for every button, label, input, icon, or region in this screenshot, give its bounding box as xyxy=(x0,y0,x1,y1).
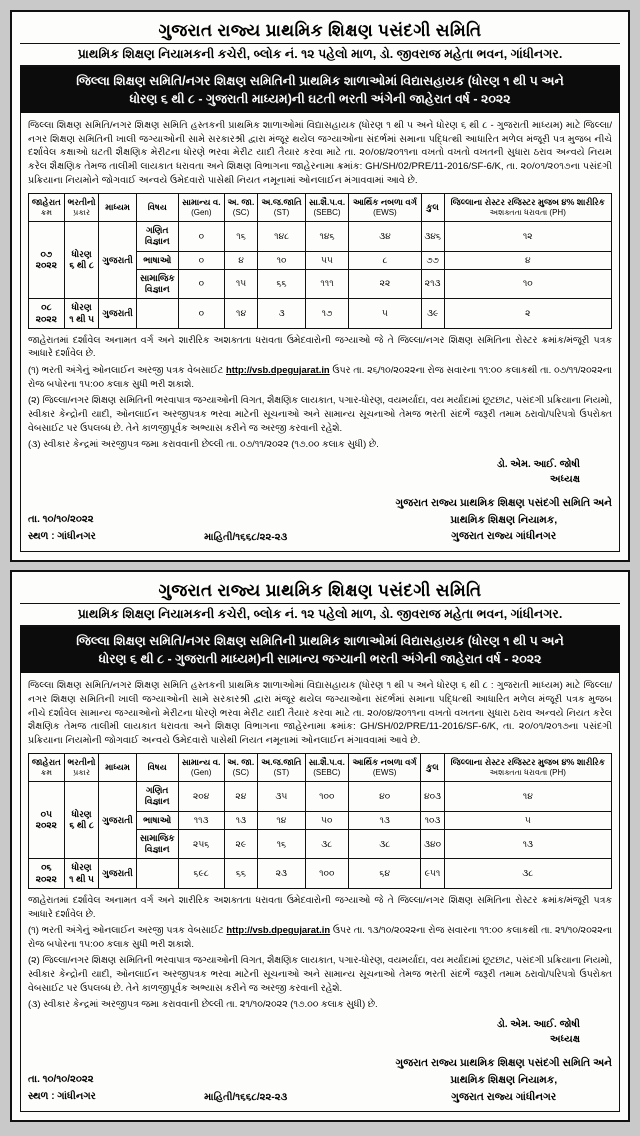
vacancy-table-body-1 xyxy=(29,222,612,329)
cell-sebc: ૩૮ xyxy=(305,829,348,859)
cell-subject: ભાષાઓ xyxy=(136,251,178,269)
cell-st: ૧૦ xyxy=(258,251,306,269)
footer-right-line-1c: ગુજરાત રાજ્ય ગાંધીનગર xyxy=(451,530,557,543)
cell-total: ૪૦૩ xyxy=(421,782,444,812)
banner-line-1a: જિલ્લા શિક્ષણ સમિતિ/નગર શિક્ષણ સમિતિની પ્રાથમિક શાળાઓમાં વિદ્યાસહાયક (ધોરણ ૧ થી ૫ અને xyxy=(76,74,564,88)
col-ph: જિલ્લાના રોસ્ટર રજિસ્ટર મુજબ ૪% શારીરિક અશક્તતા ધરાવતા (PH) xyxy=(444,194,612,222)
cell-total: ૩૪૦ xyxy=(421,829,444,859)
cell-gen: ૧૧૩ xyxy=(178,811,224,829)
table-row xyxy=(29,222,612,252)
col-gen: સામાન્ય વ. (Gen) xyxy=(178,754,224,782)
table-row xyxy=(29,859,612,889)
cell-total: ૧૦૩ xyxy=(421,811,444,829)
signature-block-2 xyxy=(28,1017,612,1047)
cell-ews: ૨૨ xyxy=(349,269,422,299)
cell-ph: ૩૮ xyxy=(444,859,611,889)
col-medium: માધ્યમ xyxy=(99,194,136,222)
note-1-2: (૨) જિલ્લા/નગર શિક્ષણ સમિતિની ભરવાપાત્ર જગ્યાઓની વિગત, શૈક્ષણિક લાયકાત, પગાર-ધોરણ, વયમર્યાદા, વય મર્યાદામાં છૂટછાટ, પસંદગી પ્રક્રિયાના નિયમો, સ્વીકાર કેન્દ્રોની યાદી, ઓનલાઈન અરજીપત્રક ભરવા માટેની સૂચનાઓ અને સામાન્ય સૂચનાઓ તેમજ ભરતી સંદર્ભે જરૂરી તમામ ઠરાવો/પરિપત્રો ઉપરોક્ત વેબસાઈટ પર ઉપલબ્ધ છે. તેને કાળજીપૂર્વક અભ્યાસ કરીને જ અરજી કરવાની રહેશે. xyxy=(28,394,612,433)
footer-right-line-1b: પ્રાથમિક શિક્ષણ નિયામક, xyxy=(450,513,558,526)
col-sebc: સા.શૈ.પ.વ. (SEBC) xyxy=(305,194,348,222)
cell-sc: ૧૩ xyxy=(224,811,257,829)
cell-total: ૩૯ xyxy=(421,299,444,329)
cell-total: ૨૧૩ xyxy=(421,269,444,299)
col-adv-no: જાહેરાત ક્રમ xyxy=(29,754,65,782)
cell-type: ધોરણ ૧ થી ૫ xyxy=(64,859,99,889)
intro-paragraph-2: જિલ્લા શિક્ષણ સમિતિ/નગર શિક્ષણ સમિતિ હસ્તકની પ્રાથમિક શાળાઓમાં વિદ્યાસહાયક (ધોરણ ૧ થી ૫ અને ધોરણ ૬ થી ૮ : ગુજરાતી માધ્યમ) માટે જિલ્લા/નગર શિક્ષણ સમિતિની ખાલી જગ્યાઓની સામે સરકારશ્રી દ્વારા મંજૂર થયેલ જગ્યાઓના સંદર્ભમાં સમાના પદ્ધિત્થી આધારિત મળેલ મંજૂરી પત્રક મુજબ નીચે દર્શાવેલ સામાન્ય જગ્યાઓનો મેરીટના ધોરણે ભરવા મેરીટ યાદી તૈયાર કરવા માટે તા. ૨૦/૦૪/૨૦૧૧ના વખતો વખતના સુધારા ઠરાવ અન્વયે નિયત કરેલ શૈક્ષણિક તેમજ તાલીમી લાયકાત ધરાવતા અને શિક્ષણ વિભાગના જાહેરનામા ક્રમાંક: GH/SH/02/PRE/11-2016/SF-6/K, તા. ૨૦/૦૧/૨૦૧૭ના પસંદગી પ્રક્રિયાના નિયમોની જોગવાઈ અન્વયે ઉમેદવારો પાસેથી નિયત નમૂનામાં ઓનલાઈન મંગાવવામાં આવે છે. xyxy=(28,680,612,746)
col-subject: વિષય xyxy=(136,194,178,222)
footer-left-2 xyxy=(28,1071,96,1105)
cell-medium: ગુજરાતી xyxy=(99,859,136,889)
note-1-3: (૩) સ્વીકાર કેન્દ્રમાં અરજીપત્ર જમા કરાવવાની છેલ્લી તા. ૦૭/૧૧/૨૦૨૨ (૧૭.૦૦ કલાક સુધી) છે. xyxy=(28,438,379,450)
cell-sc: ૨૪ xyxy=(224,782,257,812)
cell-ph: ૧૪ xyxy=(444,782,611,812)
footer-right-1 xyxy=(396,495,612,545)
cell-sebc: ૧૪૬ xyxy=(305,222,348,252)
cell-sebc: ૧૦૦ xyxy=(305,859,348,889)
cell-ews: ૩૪ xyxy=(349,222,422,252)
cell-medium: ગુજરાતી xyxy=(99,299,136,329)
vacancy-table-body-2 xyxy=(29,782,612,889)
table-header-row xyxy=(29,754,612,782)
cell-sebc: ૧૦૦ xyxy=(305,782,348,812)
col-type: ભરતીનો પ્રકાર xyxy=(64,194,99,222)
cell-gen: ૦ xyxy=(178,299,224,329)
signatory-designation-1: અધ્યક્ષ xyxy=(550,473,580,485)
table-footnote-2 xyxy=(28,893,612,1011)
cell-type: ધોરણ ૬ થી ૮ xyxy=(64,222,99,299)
col-ph: જિલ્લાના રોસ્ટર રજિસ્ટર મુજબ ૪% શારીરિક અશક્તતા ધરાવતા (PH) xyxy=(444,754,611,782)
cell-gen: ૬૯૮ xyxy=(178,859,224,889)
cell-st: ૧૪ xyxy=(258,811,306,829)
vacancy-table-2 xyxy=(28,753,612,888)
cell-gen: ૨૦૪ xyxy=(178,782,224,812)
cell-ph: ૧૦ xyxy=(444,269,612,299)
col-total: કુલ xyxy=(421,194,444,222)
cell-gen: ૨૫૬ xyxy=(178,829,224,859)
cell-st: ૬૬ xyxy=(258,269,306,299)
advertisement-banner-2 xyxy=(20,627,620,673)
cell-type: ધોરણ ૬ થી ૮ xyxy=(64,782,99,859)
advertisement-banner-1 xyxy=(20,67,620,113)
banner-line-2b: ધોરણ ૬ થી ૮ - ગુજરાતી માધ્યમ)ની સામાન્ય જગ્યાની ભરતી અંગેની જાહેરાત વર્ષ - ૨૦૨૨ xyxy=(98,652,542,667)
table-row xyxy=(29,782,612,812)
signatory-name-1: ડો. એમ. આઈ. જોષી xyxy=(496,458,580,470)
cell-sc: ૧૪ xyxy=(224,299,258,329)
col-medium: માધ્યમ xyxy=(99,754,136,782)
cell-gen: ૦ xyxy=(178,251,224,269)
footer-info-code-2: માહિતી/૧૬૬૮/૨૨-૨૩ xyxy=(204,1092,288,1104)
table-header-row xyxy=(29,194,612,222)
application-url[interactable]: http://vsb.dpegujarat.in xyxy=(226,924,331,936)
cell-adv-no: ૦૭ ૨૦૨૨ xyxy=(29,222,65,299)
vacancy-table-head-1 xyxy=(29,194,612,222)
note-1-1: (૧) ભરતી અંગેનું ઓનલાઈન અરજી પત્રક વેબસાઈટ http://vsb.dpegujarat.in ઉપર તા. ૨૬/૧૦/૨૦૨૨ના રોજ સવારના ૧૧:૦૦ કલાકથી તા. ૦૭/૧૧/૨૦૨૨ના રોજ બપોરના ૧૫:૦૦ કલાક સુધી ભરી શકાશે. xyxy=(28,364,612,389)
cell-total: ૭૭ xyxy=(421,251,444,269)
footer-place-2: સ્થળ : ગાંધીનગર xyxy=(28,1091,96,1103)
col-gen: સામાન્ય વ. (Gen) xyxy=(178,194,224,222)
cell-adv-no: ૦૫ ૨૦૨૨ xyxy=(29,782,65,859)
cell-st: ૧૪૮ xyxy=(258,222,306,252)
col-sc: અ. જા. (SC) xyxy=(224,754,257,782)
cell-subject: ભાષાઓ xyxy=(136,811,178,829)
col-adv-no: જાહેરાત ક્રમ xyxy=(29,194,65,222)
cell-sebc: ૫૦ xyxy=(305,811,348,829)
col-ews: આર્થિક નબળા વર્ગ (EWS) xyxy=(348,754,421,782)
reservation-note-1: જાહેરાતમાં દર્શાવેલ અનામત વર્ગ અને શારીરિક અશક્તતા ધરાવતા ઉમેદવારોની જગ્યાઓ જે તે જિલ્લા/નગર શિક્ષણ સમિતિના રોસ્ટર ક્રમાંક/મંજૂરી પત્રક આધારે દર્શાવેલ છે. xyxy=(28,333,612,359)
footer-date-2: તા. ૧૦/૧૦/૨૦૨૨ xyxy=(28,1074,94,1086)
footer-right-line-2a: ગુજરાત રાજ્ય પ્રાથમિક શિક્ષણ પસંદગી સમિતિ અને xyxy=(395,1056,612,1069)
intro-paragraph-1: જિલ્લા શિક્ષણ સમિતિ/નગર શિક્ષણ સમિતિ હસ્તકની પ્રાથમિક શાળાઓમાં વિદ્યાસહાયક (ધોરણ ૧ થી ૫ અને ધોરણ ૬ થી ૮ - ગુજરાતી માધ્યમ) માટે જિલ્લા/નગર શિક્ષણ સમિતિની ખાલી જગ્યાઓની સામે સરકારશ્રી દ્વારા મંજૂર થયેલ જગ્યાઓના સંદર્ભમાં સમાના પદ્ધિત્થી આધારિત મળેલ મંજૂરી પત્ર મુજબ નીચે દર્શાવેલ કક્ષાઓ ઘટતી શૈક્ષણિક મેરીટના ધોરણે ભરવા મેરીટ યાદી તૈયાર કરવા માટે તા. ૨૦/૦૪/૨૦૧૧ના વખતો વખતો વખતની સુધારા ઠરાવ અન્વયે નિયમ કરેલ શૈક્ષણિક તેમજ તાલીમી લાયકાત ધરાવતા અને શિક્ષણ વિભાગના જાહેરનામા ક્રમાંક: GH/SH/02/PRE/11-2016/SF-6/K, તા. ૨૦/૦૧/૨૦૧૭ના પસંદગી પ્રક્રિયાના નિયમોને જોગવાઈ અન્વયે ઉમેદવારો પાસેથી નિયત નમૂનામાં ઓનલાઈન મંગાવવામાં આવે છે. xyxy=(28,120,612,186)
col-ews: આર્થિક નબળા વર્ગ (EWS) xyxy=(349,194,422,222)
cell-gen: ૦ xyxy=(178,222,224,252)
cell-st: ૩ xyxy=(258,299,306,329)
committee-title-1: ગુજરાત રાજ્ય પ્રાથમિક શિક્ષણ પસંદગી સમિતિ xyxy=(20,18,620,44)
reservation-note-2: જાહેરાતમાં દર્શાવેલ અનામત વર્ગ અને શારીરિક અશક્તતા ધરાવતા ઉમેદવારોની જગ્યાઓ જે તે જિલ્લા/નગર શિક્ષણ સમિતિના રોસ્ટર ક્રમાંક/મંજૂરી પત્રક આધારે દર્શાવેલ છે. xyxy=(28,893,612,919)
table-footnote-1 xyxy=(28,333,612,451)
cell-sebc: ૧૧૧ xyxy=(305,269,348,299)
cell-ews: ૧૩ xyxy=(348,811,421,829)
cell-ews: ૮ xyxy=(349,251,422,269)
footer-date-1: તા. ૧૦/૧૦/૨૦૨૨ xyxy=(28,514,94,526)
col-st: અ.જ.જાતિ (ST) xyxy=(258,194,306,222)
banner-line-1b: ધોરણ ૬ થી ૮ - ગુજરાતી માધ્યમ)ની ઘટતી ભરતી અંગેની જાહેરાત વર્ષ - ૨૦૨૨ xyxy=(129,92,511,107)
vacancy-table-1 xyxy=(28,193,612,328)
notice-body-1 xyxy=(20,113,620,552)
notice-body-2 xyxy=(20,673,620,1112)
col-st: અ.જ.જાતિ (ST) xyxy=(258,754,306,782)
cell-gen: ૦ xyxy=(178,269,224,299)
col-subject: વિષય xyxy=(136,754,178,782)
signature-block-1 xyxy=(28,457,612,487)
cell-ews: ૩૮ xyxy=(348,829,421,859)
cell-subject xyxy=(136,299,178,329)
cell-ews: ૬૪ xyxy=(348,859,421,889)
cell-ph: ૨ xyxy=(444,299,612,329)
footer-place-1: સ્થળ : ગાંધીનગર xyxy=(28,531,96,543)
committee-title-2: ગુજરાત રાજ્ય પ્રાથમિક શિક્ષણ પસંદગી સમિતિ xyxy=(20,578,620,604)
note-2-3: (૩) સ્વીકાર કેન્દ્રમાં અરજીપત્ર જમા કરાવવાની છેલ્લી તા. ૨૧/૧૦/૨૦૨૨ (૧૭.૦૦ કલાક સુધી) છે. xyxy=(28,998,378,1010)
banner-line-2a: જિલ્લા શિક્ષણ સમિતિ/નગર શિક્ષણ સમિતિની પ્રાથમિક શાળાઓમાં વિદ્યાસહાયક (ધોરણ ૧ થી ૫ અને xyxy=(76,634,564,649)
cell-subject: સામાજિક વિજ્ઞાન xyxy=(136,829,178,859)
cell-ph: ૧૨ xyxy=(444,222,612,252)
footer-right-2 xyxy=(396,1055,612,1105)
footer-right-line-1a: ગુજરાત રાજ્ય પ્રાથમિક શિક્ષણ પસંદગી સમિતિ અને xyxy=(395,496,612,509)
cell-st: ૧૬ xyxy=(258,829,306,859)
note-2-2: (૨) જિલ્લા/નગર શિક્ષણ સમિતિની ભરવાપાત્ર જગ્યાઓની વિગત, શૈક્ષણિક લાયકાત, પગાર-ધોરણ, વયમર્યાદા, વય મર્યાદામાં છૂટછાટ, પસંદગી પ્રક્રિયાના નિયમો, સ્વીકાર કેન્દ્રોની યાદી, ઓનલાઈન અરજીપત્રક ભરવા માટેની સૂચનાઓ અને સામાન્ય સૂચનાઓ તેમજ ભરતી સંદર્ભે જરૂરી તમામ ઠરાવો/પરિપત્રો ઉપરોક્ત વેબસાઈટ પર ઉપલબ્ધ છે. તેને કાળજીપૂર્વક અભ્યાસ કરીને જ અરજી કરવાની રહેશે. xyxy=(28,954,612,993)
cell-st: ૨૩ xyxy=(258,859,306,889)
cell-total: ૩૪૬ xyxy=(421,222,444,252)
footer-right-line-2b: પ્રાથમિક શિક્ષણ નિયામક, xyxy=(450,1073,558,1086)
cell-type: ધોરણ ૧ થી ૫ xyxy=(64,299,99,329)
cell-sc: ૧૫ xyxy=(224,269,258,299)
cell-adv-no: ૦૮ ૨૦૨૨ xyxy=(29,299,65,329)
committee-address-2: પ્રાથમિક શિક્ષણ નિયામકની કચેરી, બ્લોક નં. ૧૨ પહેલો માળ, ડો. જીવરાજ મહેતા ભવન, ગાંધીનગર. xyxy=(20,604,620,627)
notice-footer-2 xyxy=(28,1055,612,1105)
cell-ph: ૧૩ xyxy=(444,829,611,859)
cell-sebc: ૫૫ xyxy=(305,251,348,269)
cell-sc: ૬૬ xyxy=(224,859,257,889)
cell-subject xyxy=(136,859,178,889)
cell-ews: ૫ xyxy=(349,299,422,329)
vacancy-table-head-2 xyxy=(29,754,612,782)
cell-ews: ૪૦ xyxy=(348,782,421,812)
cell-ph: ૫ xyxy=(444,811,611,829)
committee-address-1: પ્રાથમિક શિક્ષણ નિયામકની કચેરી, બ્લોક નં. ૧૨ પહેલો માળ, ડો. જીવરાજ મહેતા ભવન, ગાંધીનગર. xyxy=(20,44,620,67)
cell-sebc: ૧૭ xyxy=(305,299,348,329)
cell-sc: ૧૬ xyxy=(224,222,258,252)
col-total: કુલ xyxy=(421,754,444,782)
footer-info-code-1: માહિતી/૧૬૬૮/૨૨-૨૩ xyxy=(204,532,288,544)
cell-subject: સામાજિક વિજ્ઞાન xyxy=(136,269,178,299)
col-sebc: સા.શૈ.પ.વ. (SEBC) xyxy=(305,754,348,782)
cell-ph: ૪ xyxy=(444,251,612,269)
cell-sc: ૨૯ xyxy=(224,829,257,859)
cell-medium: ગુજરાતી xyxy=(99,782,136,859)
cell-sc: ૪ xyxy=(224,251,258,269)
footer-left-1 xyxy=(28,511,96,545)
note-2-1: (૧) ભરતી અંગેનું ઓનલાઈન અરજી પત્રક વેબસાઈટ http://vsb.dpegujarat.in ઉપર તા. ૧૩/૧૦/૨૦૨૨ના રોજ સવારના ૧૧:૦૦ કલાકથી તા. ૨૧/૧૦/૨૦૨૨ના રોજ બપોરના ૧૫:૦૦ કલાક સુધી ભરી શકાશે. xyxy=(28,924,612,949)
notice-advertisement-2 xyxy=(10,570,630,1122)
footer-right-line-2c: ગુજરાત રાજ્ય ગાંધીનગર xyxy=(451,1090,557,1103)
signatory-designation-2: અધ્યક્ષ xyxy=(550,1033,580,1045)
cell-subject: ગણિત વિજ્ઞાન xyxy=(136,222,178,252)
table-row xyxy=(29,299,612,329)
application-url[interactable]: http://vsb.dpegujarat.in xyxy=(226,364,330,376)
cell-st: ૩૫ xyxy=(258,782,306,812)
cell-subject: ગણિત વિજ્ઞાન xyxy=(136,782,178,812)
cell-total: ૯૫૧ xyxy=(421,859,444,889)
notice-advertisement-1 xyxy=(10,10,630,562)
notice-footer-1 xyxy=(28,495,612,545)
cell-adv-no: ૦૬ ૨૦૨૨ xyxy=(29,859,65,889)
col-type: ભરતીનો પ્રકાર xyxy=(64,754,99,782)
col-sc: અ. જા. (SC) xyxy=(224,194,258,222)
signatory-name-2: ડો. એમ. આઈ. જોષી xyxy=(496,1018,580,1030)
cell-medium: ગુજરાતી xyxy=(99,222,136,299)
